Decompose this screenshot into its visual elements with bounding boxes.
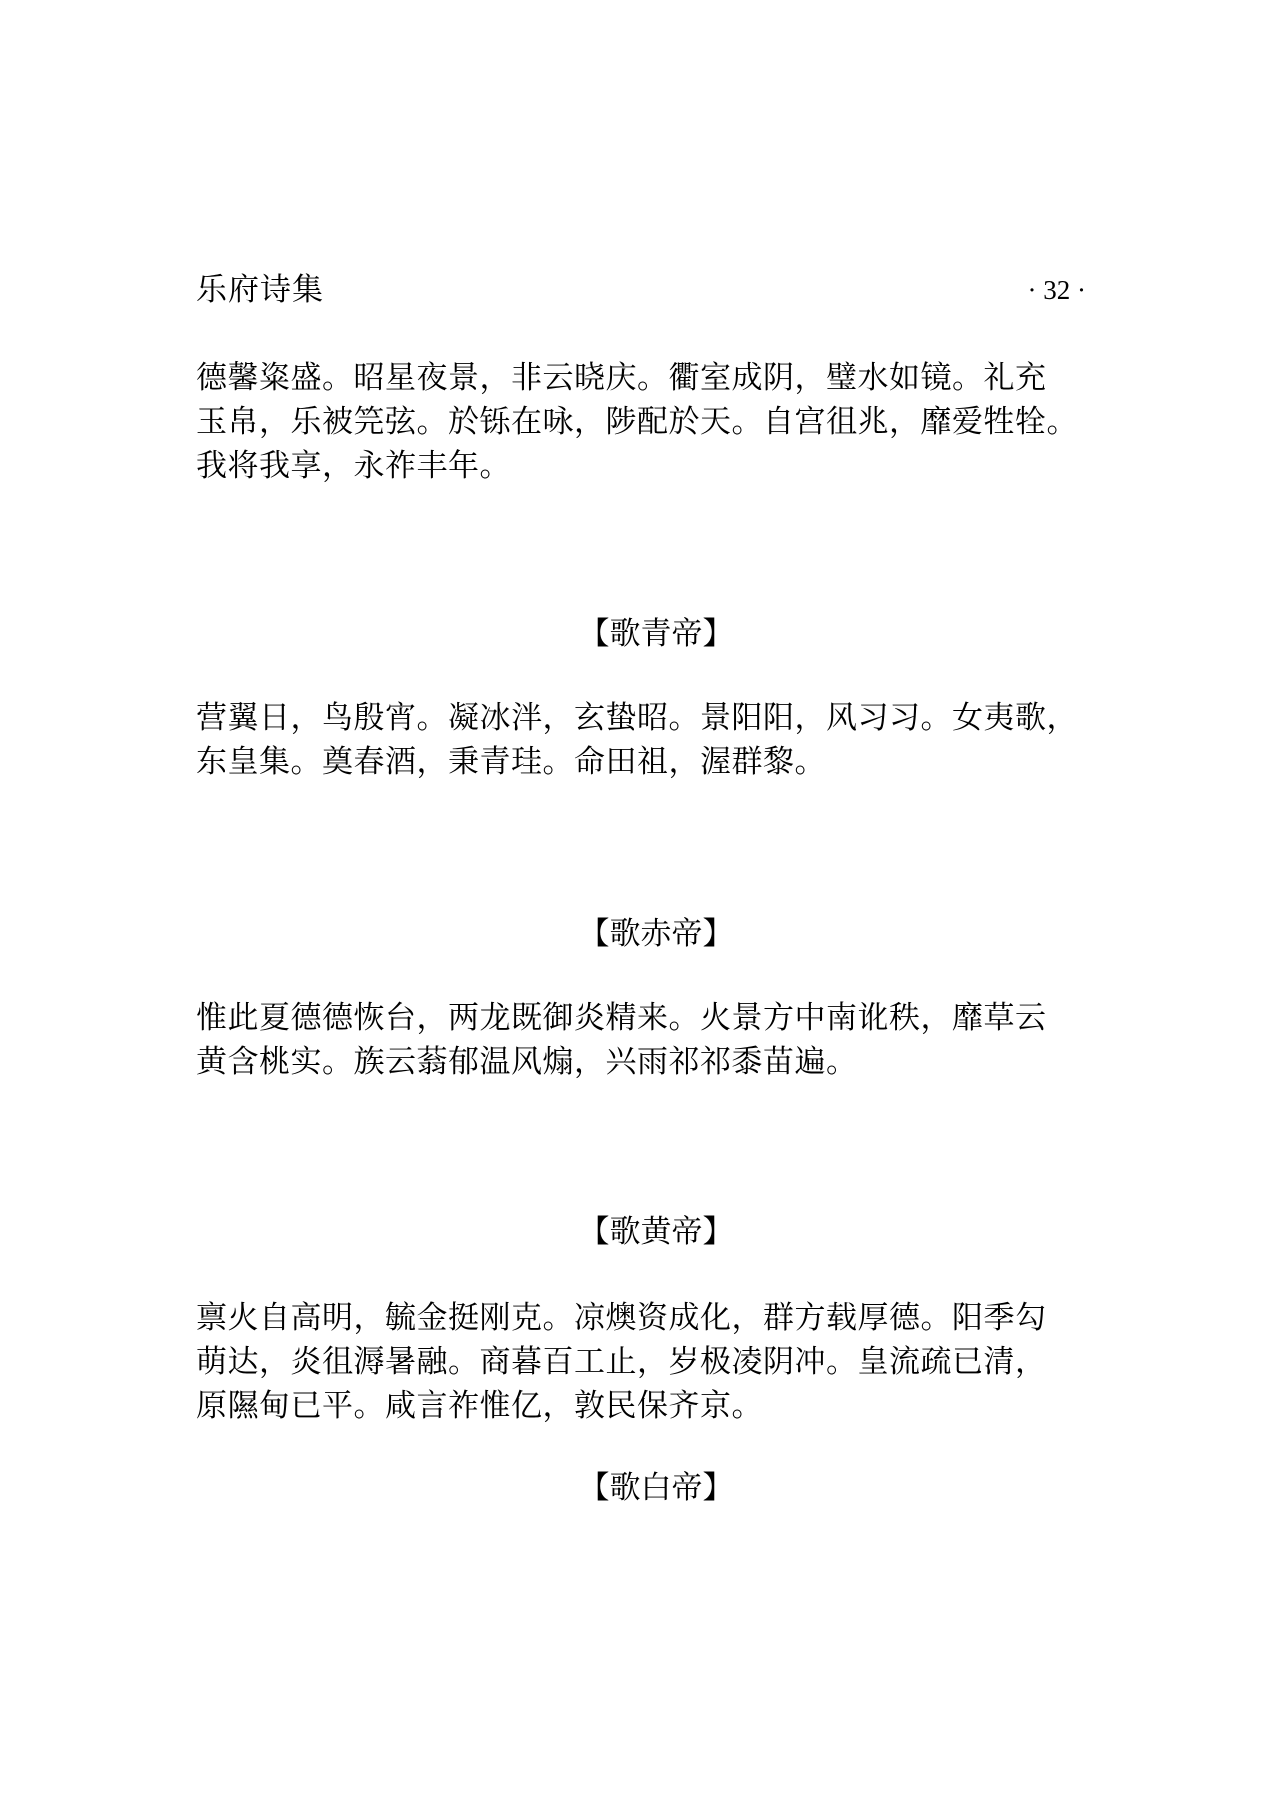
book-title: 乐府诗集 bbox=[196, 272, 324, 308]
paragraph-line: 我将我享，永祚丰年。 bbox=[196, 448, 511, 484]
paragraph-line: 萌达，炎徂溽暑融。商暮百工止，岁极凌阴冲。皇流疏已清， bbox=[196, 1344, 1047, 1380]
paragraph-line: 营翼日，鸟殷宵。凝冰泮，玄蛰昭。景阳阳，风习习。女夷歌， bbox=[196, 700, 1078, 736]
paragraph-line: 玉帛，乐被笎弦。於铄在咏，陟配於天。自宫徂兆，靡爱牲牷。 bbox=[196, 404, 1078, 440]
paragraph-line: 禀火自高明，毓金挺刚克。凉燠资成化，群方载厚德。阳季勾 bbox=[196, 1300, 1047, 1336]
section-heading-bai: 【歌白帝】 bbox=[578, 1470, 734, 1506]
paragraph-line: 原隰甸已平。咸言祚惟亿，敦民保齐京。 bbox=[196, 1388, 763, 1424]
paragraph-line: 惟此夏德德恢台，两龙既御炎精来。火景方中南讹秩，靡草云 bbox=[196, 1000, 1047, 1036]
qing-paragraph bbox=[196, 696, 1116, 784]
paragraph-line: 东皇集。奠春酒，秉青珪。命田祖，渥群黎。 bbox=[196, 744, 826, 780]
intro-paragraph bbox=[196, 356, 1116, 488]
section-heading-huang: 【歌黄帝】 bbox=[578, 1214, 734, 1250]
section-heading-chi: 【歌赤帝】 bbox=[578, 916, 734, 952]
chi-paragraph bbox=[196, 996, 1116, 1084]
page-number: · 32 · bbox=[1027, 275, 1086, 305]
paragraph-line: 黄含桃实。族云蓊郁温风煽，兴雨祁祁黍苗遍。 bbox=[196, 1044, 858, 1080]
running-header bbox=[196, 268, 1086, 312]
section-heading-qing: 【歌青帝】 bbox=[578, 616, 734, 652]
huang-paragraph bbox=[196, 1296, 1116, 1428]
paragraph-line: 德馨粢盛。昭星夜景，非云晓庆。衢室成阴，璧水如镜。礼充 bbox=[196, 360, 1047, 396]
